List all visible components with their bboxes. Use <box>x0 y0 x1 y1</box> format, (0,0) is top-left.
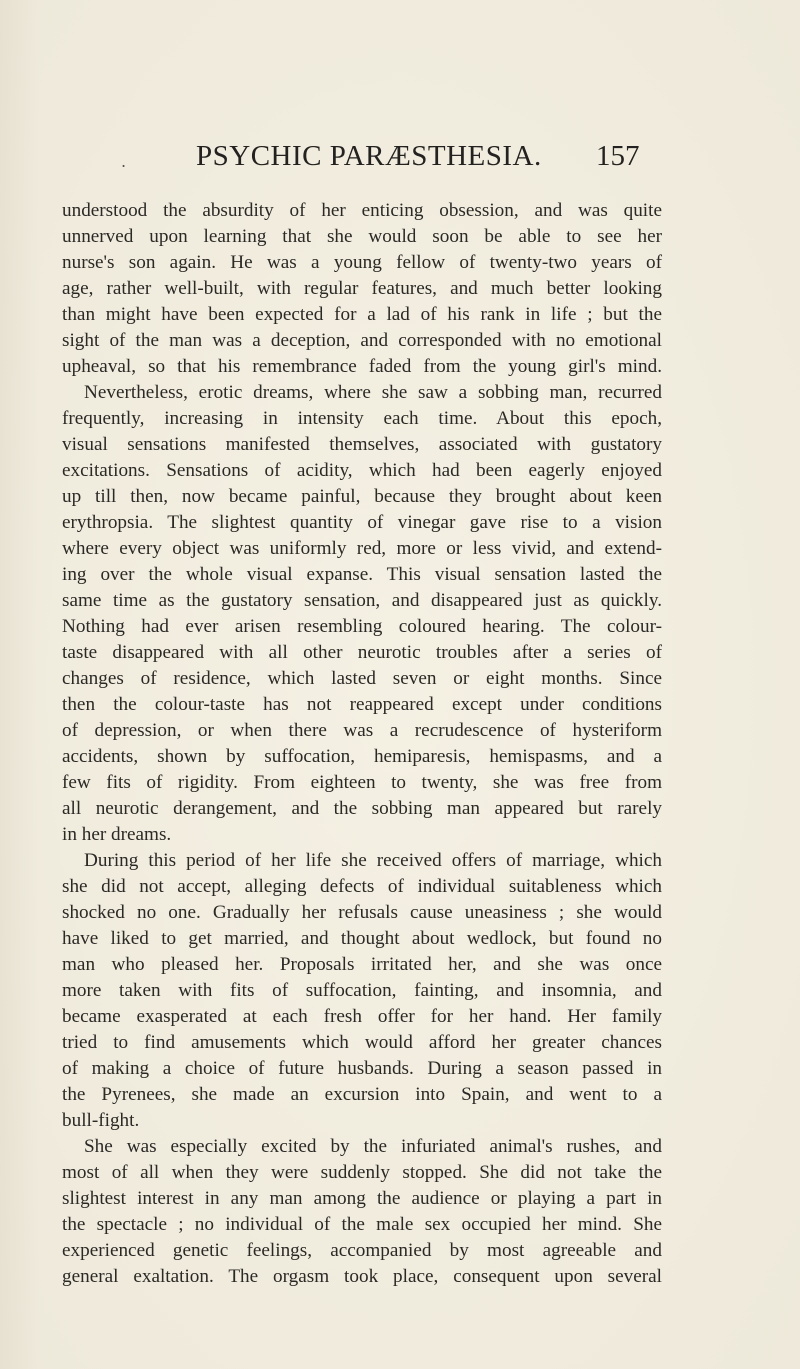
text-line: became exasperated at each fresh offer for her hand. Her family <box>62 1006 662 1027</box>
text-line: up till then, now became painful, because they brought about keen <box>62 486 662 507</box>
text-line: experienced genetic feelings, accompanied by most agreeable and <box>62 1240 662 1261</box>
header-dot: . <box>121 152 127 171</box>
text-line: the Pyrenees, she made an excursion into Spain, and went to a <box>62 1084 662 1105</box>
text-line: the spectacle ; no individual of the male sex occupied her mind. She <box>62 1214 662 1235</box>
text-line: same time as the gustatory sensation, and disappeared just as quickly. <box>62 590 662 611</box>
text-line: slightest interest in any man among the audience or playing a part in <box>62 1188 662 1209</box>
text-line: where every object was uniformly red, more or less vivid, and extend- <box>62 538 662 559</box>
text-line: understood the absurdity of her enticing obsession, and was quite <box>62 200 662 221</box>
text-line: taste disappeared with all other neurotic troubles after a series of <box>62 642 662 663</box>
text-line: age, rather well-built, with regular features, and much better looking <box>62 278 662 299</box>
page-number: 157 <box>596 140 640 172</box>
text-line: she did not accept, alleging defects of individual suitableness which <box>62 876 662 897</box>
text-line: ing over the whole visual expanse. This visual sensation lasted the <box>62 564 662 585</box>
text-line: Nevertheless, erotic dreams, where she saw a sobbing man, recurred <box>84 382 662 403</box>
text-line: then the colour-taste has not reappeared except under conditions <box>62 694 662 715</box>
running-head: PSYCHIC PARÆSTHESIA. <box>196 140 542 172</box>
text-line: more taken with fits of suffocation, fainting, and insomnia, and <box>62 980 662 1001</box>
text-line: bull-fight. <box>62 1110 140 1131</box>
text-line: of depression, or when there was a recrudescence of hysteriform <box>62 720 662 741</box>
text-line: accidents, shown by suffocation, hemiparesis, hemispasms, and a <box>62 746 662 767</box>
text-line: unnerved upon learning that she would soon be able to see her <box>62 226 662 247</box>
text-line: have liked to get married, and thought about wedlock, but found no <box>62 928 662 949</box>
text-line: than might have been expected for a lad of his rank in life ; but the <box>62 304 662 325</box>
text-line: in her dreams. <box>62 824 172 845</box>
text-line: Nothing had ever arisen resembling coloured hearing. The colour- <box>62 616 662 637</box>
text-line: She was especially excited by the infuriated animal's rushes, and <box>84 1136 662 1157</box>
text-line: During this period of her life she received offers of marriage, which <box>84 850 662 871</box>
text-line: man who pleased her. Proposals irritated her, and she was once <box>62 954 662 975</box>
text-line: visual sensations manifested themselves, associated with gustatory <box>62 434 662 455</box>
body-text <box>62 198 662 1290</box>
text-line: excitations. Sensations of acidity, which had been eagerly enjoyed <box>62 460 662 481</box>
text-line: most of all when they were suddenly stopped. She did not take the <box>62 1162 662 1183</box>
text-line: of making a choice of future husbands. During a season passed in <box>62 1058 662 1079</box>
text-line: few fits of rigidity. From eighteen to twenty, she was free from <box>62 772 662 793</box>
text-line: general exaltation. The orgasm took place, consequent upon several <box>62 1266 662 1287</box>
text-line: nurse's son again. He was a young fellow of twenty-two years of <box>62 252 662 273</box>
text-line: all neurotic derangement, and the sobbing man appeared but rarely <box>62 798 662 819</box>
text-line: tried to find amusements which would afford her greater chances <box>62 1032 662 1053</box>
text-line: frequently, increasing in intensity each time. About this epoch, <box>62 408 662 429</box>
text-line: changes of residence, which lasted seven or eight months. Since <box>62 668 662 689</box>
text-line: upheaval, so that his remembrance faded from the young girl's mind. <box>62 356 662 377</box>
page-header <box>0 140 800 180</box>
text-line: shocked no one. Gradually her refusals cause uneasiness ; she would <box>62 902 662 923</box>
text-line: sight of the man was a deception, and corresponded with no emotional <box>62 330 662 351</box>
text-line: erythropsia. The slightest quantity of vinegar gave rise to a vision <box>62 512 662 533</box>
